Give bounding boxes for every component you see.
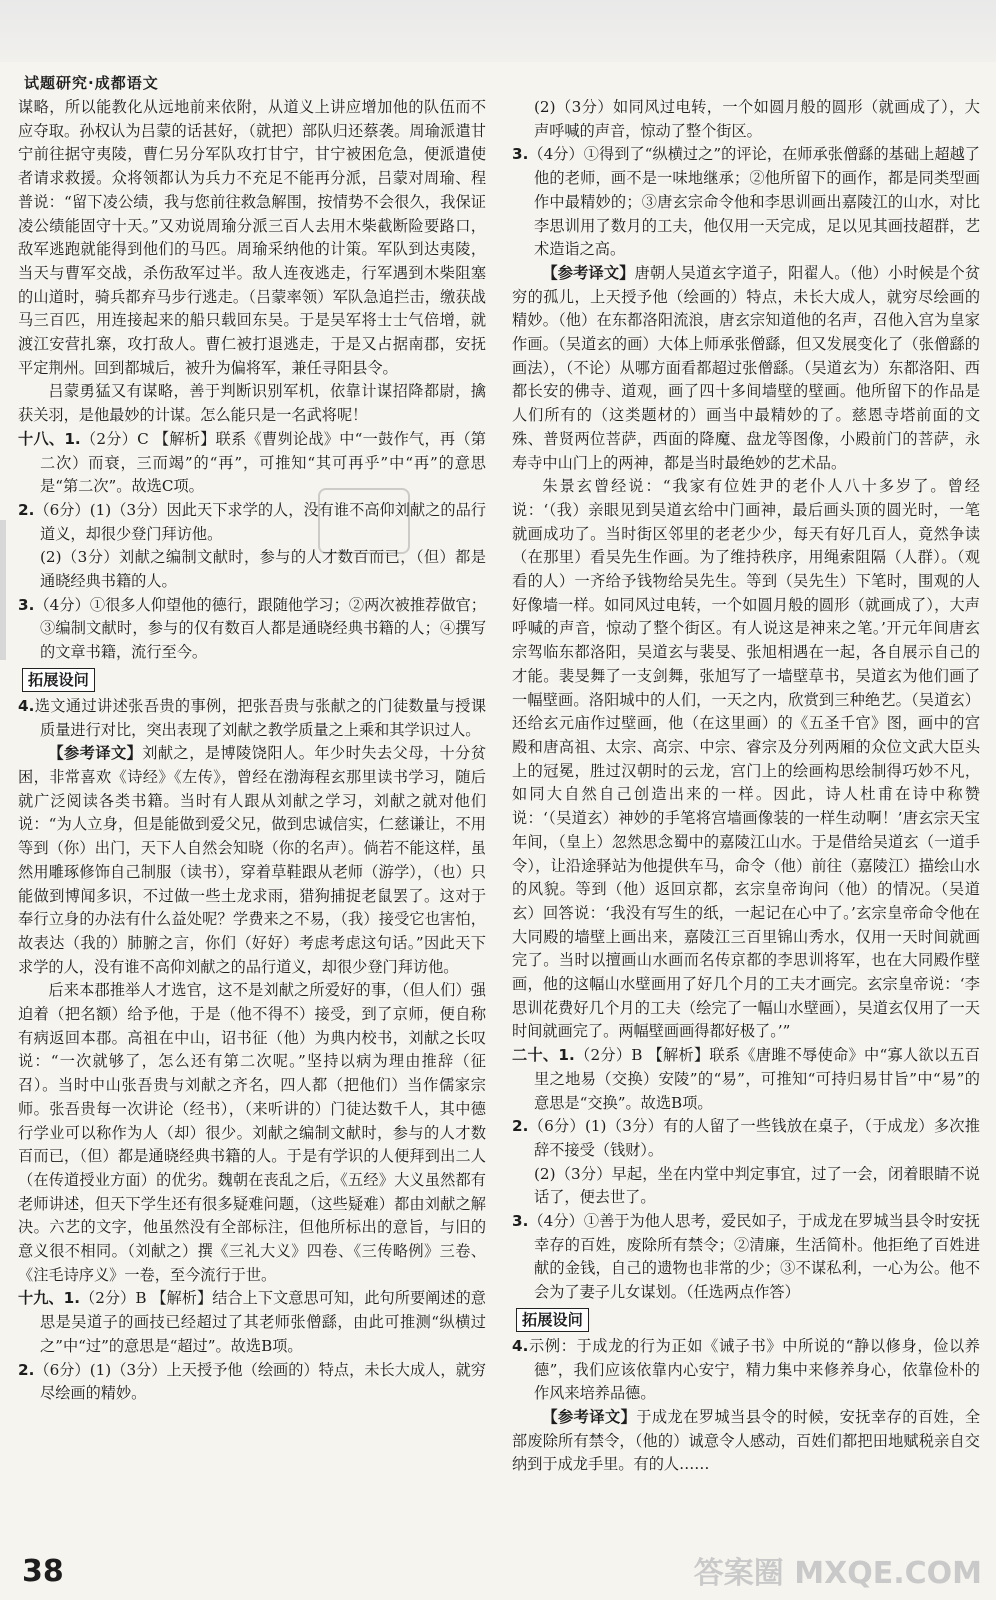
page-header: 试题研究·成都语文	[24, 74, 159, 92]
item-text: 选文通过讲述张吾贵的事例，把张吾贵与张献之的门徒数量与授课质量进行对比，突出表现了刘献之教学质量之上乘和其学识过人。	[34, 696, 486, 739]
item-number: 4.	[18, 696, 35, 715]
item-text: （6分）(1)（3分）有的人留了一些钱放在桌子，（于成龙）多次推辞不接受（钱财）。	[528, 1117, 980, 1159]
item-text: (2)（3分）刘献之编制文献时，参与的人才数百而已，（但）都是通晓经典书籍的人。	[40, 548, 486, 591]
item-number: 4.	[512, 1336, 529, 1355]
item-text: （4分）①很多人仰望他的德行，跟随他学习；②两次被推荐做官；③编制文献时，参与的仅有数百人都是通晓经典书籍的人；④撰写的文章书籍，流行至今。	[34, 595, 486, 662]
item-number: 2.	[18, 500, 35, 519]
item-text: 唐朝人吴道玄字道子，阳翟人。（他）小时候是个贫穷的孤儿，上天授予他（绘画的）特点，未长大成人，就穷尽绘画的精妙。（他）在东都洛阳流浪，唐玄宗知道他的名声，召他入宫为皇家作画。（吴道玄的画）大体上师承张僧繇，但又发展变化了（张僧繇的画法），（不论）从哪方面看都超过张僧繇。（吴道玄为）东都洛阳、西都长安的佛寺、道观，画了四十多间墙壁的壁画。他所留下的作品是人们所有的（这类题材的）画当中最精妙的了。慈恩寺塔前面的文殊、普贤两位菩萨，西面的降魔、盘龙等图像，小殿前门的菩萨，永寿寺中山门上的两神，都是当时最绝妙的艺术品。	[512, 263, 981, 472]
answer-item	[18, 594, 486, 665]
site-watermark: 答案圈 MXQE.COM	[693, 1556, 982, 1591]
section-label: 拓展设问	[22, 668, 95, 692]
translation-tag: 【参考译文】	[48, 744, 143, 763]
text-paragraph	[512, 96, 980, 143]
text-paragraph	[18, 546, 486, 593]
text-paragraph	[512, 1163, 980, 1210]
section-label: 拓展设问	[516, 1308, 589, 1332]
item-text: 朱景玄曾经说：“我家有位姓尹的老仆人八十多岁了。曾经说：‘（我）亲眼见到吴道玄给中门画神，最后画头顶的圆光时，一笔就画成功了。当时街区邻里的老老少少，每天有好几百人，竟然争读（在那里）看吴先生作画。为了维持秩序，用绳索阻隔（人群）。（观看的人）一齐给予钱物给吴先生。等到（吴先生）下笔时，围观的人好像墙一样。如同风过电转，一个如圆月般的圆形（就画成了），大声呼喊的声音，惊动了整个街区。有人说这是神来之笔。’开元年间唐玄宗驾临东都洛阳，吴道玄与裴旻、张旭相遇在一起，各自展示自己的才能。裴旻舞了一支剑舞，张旭写了一墙壁草书，吴道玄为他们画了一幅壁画。洛阳城中的人们，一天之内，欣赏到三种绝艺。（吴道玄）还给玄元庙作过壁画，他（在这里画）的《五圣千官》图，画中的宫殿和唐高祖、太宗、高宗、中宗、睿宗及分列两厢的众位文武大臣头上的冠冕，胜过汉朝时的云龙，宫门上的绘画构思绘制得巧妙不凡，如同大自然自己创造出来的一样。因此，诗人杜甫在诗中称赞说：‘（吴道玄）神妙的手笔将宫墙画像装的一样生动啊！’唐玄宗天宝年间，（皇上）忽然思念蜀中的嘉陵江山水。于是借给吴道玄（一道手令），让沿途驿站为他提供车马，命令（他）前往（嘉陵江）描绘山水的风貌。等到（他）返回京都，玄宗皇帝询问（他）的情况。（吴道玄）回答说：‘我没有写生的纸，一起记在心中了。’玄宗皇帝命令他在大同殿的墙壁上画出来，嘉陵江三百里锦山秀水，仅用一天时间就画完了。当时以擅画山水画而名传京都的李思训将军，也在大同殿作壁画，他的这幅山水壁画用了好几个月的工夫才画完。玄宗皇帝说：‘李思训花费好几个月的工夫（绘完了一幅山水壁画），吴道玄仅用了一天时间就画完了。两幅壁画画得都好极了。’”	[512, 477, 980, 1041]
translation-tag: 【参考译文】	[542, 263, 635, 282]
text-paragraph	[18, 979, 486, 1287]
item-text: （4分）①善于为他人思考，爱民如子，于成龙在罗城当县令时安抚幸存的百姓，废除所有禁令；②清廉，生活简朴。他拒绝了百姓进献的金钱，自己的遗物也非常的少；③不谋私利，一心为公。他不会为了妻子儿女谋划。（任选两点作答）	[528, 1212, 980, 1302]
text-paragraph	[18, 742, 486, 979]
item-number: 2.	[18, 1360, 35, 1379]
item-number: 十九、1.	[18, 1289, 80, 1308]
item-number: 3.	[512, 145, 529, 164]
item-text: 于成龙在罗城当县令的时候，安抚幸存的百姓，全部废除所有禁令，（他的）诚意令人感动，百姓们都把田地赋税亲自交纳到于成龙手里。有的人……	[512, 1407, 981, 1474]
item-text: （4分）①得到了“纵横过之”的评论，在师承张僧繇的基础上超越了他的老师，画不是一味地继承；②他所留下的画作，都是同类型画作中最精妙的；③唐玄宗命令他和李思训画出嘉陵江的山水，对比李思训用了数月的工夫，他仅用一天完成，足以见其画技超群，艺术造诣之高。	[528, 145, 980, 259]
answer-item	[512, 1210, 980, 1305]
answer-item	[18, 695, 486, 742]
item-text: 吕蒙勇猛又有谋略，善于判断识别军机，依靠计谋招降都尉，擒获关羽，是他最妙的计谋。怎么能只是一名武将呢！	[18, 382, 486, 425]
item-text: 后来本郡推举人才选官，这不是刘献之所爱好的事，（但人们）强迫着（把名额）给予他，于是（他不得不）接受，到了京师，便自称有病返回本郡。高祖在中山，诏书征（他）为典内校书，刘献之长叹说：“一次就够了，怎么还有第二次呢。”坚持以病为理由推辞（征召）。当时中山张吾贵与刘献之齐名，四人都（把他们）当作儒家宗师。张吾贵每一次讲论（经书），（来听讲的）门徒达数千人，其中德行学业可以称作为人（却）很少。刘献之编制文献时，参与的人才数百而已，（但）都是通晓经典书籍的人。于是有学识的人便拜到出二人（在传道授业方面）的优劣。魏朝在丧乱之后，《五经》大义虽然都有老师讲述，但天下学生还有很多疑难问题，（这些疑难）都由刘献之解决。六艺的文字，他虽然没有全部标注，但他所标出的意旨，与旧的意义很不相同。（刘献之）撰《三礼大义》四卷、《三传略例》三卷、《注毛诗序义》一卷，至今流行于世。	[18, 981, 486, 1284]
text-paragraph	[512, 262, 980, 475]
item-number: 3.	[18, 595, 35, 614]
side-tab-marker	[0, 520, 6, 660]
item-number: 十八、1.	[18, 429, 81, 448]
text-paragraph	[18, 380, 486, 427]
text-paragraph	[18, 96, 486, 380]
item-number: 2.	[512, 1117, 529, 1136]
answer-item	[512, 143, 980, 262]
item-text: (2)（3分）如同风过电转，一个如圆月般的圆形（就画成了），大声呼喊的声音，惊动了整个街区。	[534, 98, 980, 140]
item-text: （2分）C 【解析】联系《曹刿论战》中“一鼓作气，再（第二次）而衰，三而竭”的“再”，可推知“其可再乎”中“再”的意思是“第二次”。故选C项。	[40, 429, 486, 496]
item-number: 二十、1.	[512, 1046, 575, 1065]
item-text: 示例：于成龙的行为正如《诫子书》中所说的“静以修身，俭以养德”，我们应该依靠内心安宁，精力集中来修养身心，依靠俭朴的作风来培养品德。	[528, 1336, 980, 1403]
item-text: (2)（3分）早起，坐在内堂中判定事宜，过了一会，闭着眼睛不说话了，便去世了。	[534, 1164, 980, 1207]
text-paragraph	[512, 475, 980, 1044]
answer-item	[18, 1359, 486, 1406]
right-column	[512, 96, 980, 1477]
left-column	[18, 96, 486, 1406]
answer-item	[512, 1335, 980, 1406]
item-text: 谋略，所以能教化从远地前来依附，从道义上讲应增加他的队伍而不应夺取。孙权认为吕蒙的话甚好，（就把）部队归还蔡袭。周瑜派遣甘宁前往据守夷陵，曹仁另分军队攻打甘宁，甘宁被困危急，便派遣使者请求救援。众将领都认为兵力不充足不能再分派，吕蒙对周瑜、程普说：“留下凌公绩，我与您前往救急解围，按情势不会很久，我保证凌公绩能固守十天。”又劝说周瑜分派三百人去用木柴截断险要路口，敌军逃跑就能得到他们的马匹。周瑜采纳他的计策。军队到达夷陵，当天与曹军交战，杀伤敌军过半。敌人连夜逃走，行军遇到木柴阻塞的山道时，骑兵都弃马步行逃走。（吕蒙率领）军队急追拦击，缴获战马三百匹，用连接起来的船只载回东吴。于是吴军将士士气倍增，就渡江安营扎寨，攻打敌人。曹仁被打退逃走，于是又占据南郡，安抚平定荆州。回到都城后，被升为偏将军，兼任寻阳县令。	[18, 98, 486, 377]
text-paragraph	[512, 1406, 980, 1477]
answer-item	[512, 1044, 980, 1115]
item-text: （2分）B 【解析】联系《唐雎不辱使命》中“寡人欲以五百里之地易（交换）安陵”的“易”，可推知“可持归易甘旨”中“易”的意思是“交换”。故选B项。	[534, 1046, 980, 1112]
item-number: 3.	[512, 1212, 529, 1231]
page-number: 38	[22, 1554, 64, 1589]
item-text: 刘献之，是博陵饶阳人。年少时失去父母，十分贫困，非常喜欢《诗经》《左传》，曾经在渤海程玄那里读书学习，随后就广泛阅读各类书籍。当时有人跟从刘献之学习，刘献之就对他们说：“为人立身，但是能做到爱父兄，做到忠诚信实，仁慈谦让，不用等到（你）出门，天下人自然会知晓（你的名声）。倘若不能这样，虽然用雕琢修饰自己制服（读书），穿着草鞋跟从老师（游学），（也）只能做到博闻多识，不过做一些土龙求雨，猎狗捕捉老鼠罢了。这对于奉行立身的办法有什么益处呢？学费来之不易，（我）接受它也害怕，故表达（我的）肺腑之言，你们（好好）考虑考虑这句话。”因此天下求学的人，没有谁不高仰刘献之的品行道义，却很少登门拜访他。	[18, 744, 487, 976]
answer-item	[18, 499, 486, 546]
answer-item	[512, 1115, 980, 1162]
translation-tag: 【参考译文】	[542, 1407, 637, 1426]
answer-item	[18, 1287, 486, 1358]
item-text: （6分）(1)（3分）因此天下求学的人，没有谁不高仰刘献之的品行道义，却很少登门拜访他。	[34, 500, 486, 543]
answer-item	[18, 428, 486, 499]
top-margin-bar	[0, 0, 996, 62]
item-text: （2分）B 【解析】结合上下文意思可知，此句所要阐述的意思是吴道子的画技已经超过了其老师张僧繇，由此可推测“纵横过之”中“过”的意思是“超过”。故选B项。	[40, 1289, 486, 1355]
item-text: （6分）(1)（3分）上天授予他（绘画的）特点，未长大成人，就穷尽绘画的精妙。	[34, 1360, 486, 1403]
